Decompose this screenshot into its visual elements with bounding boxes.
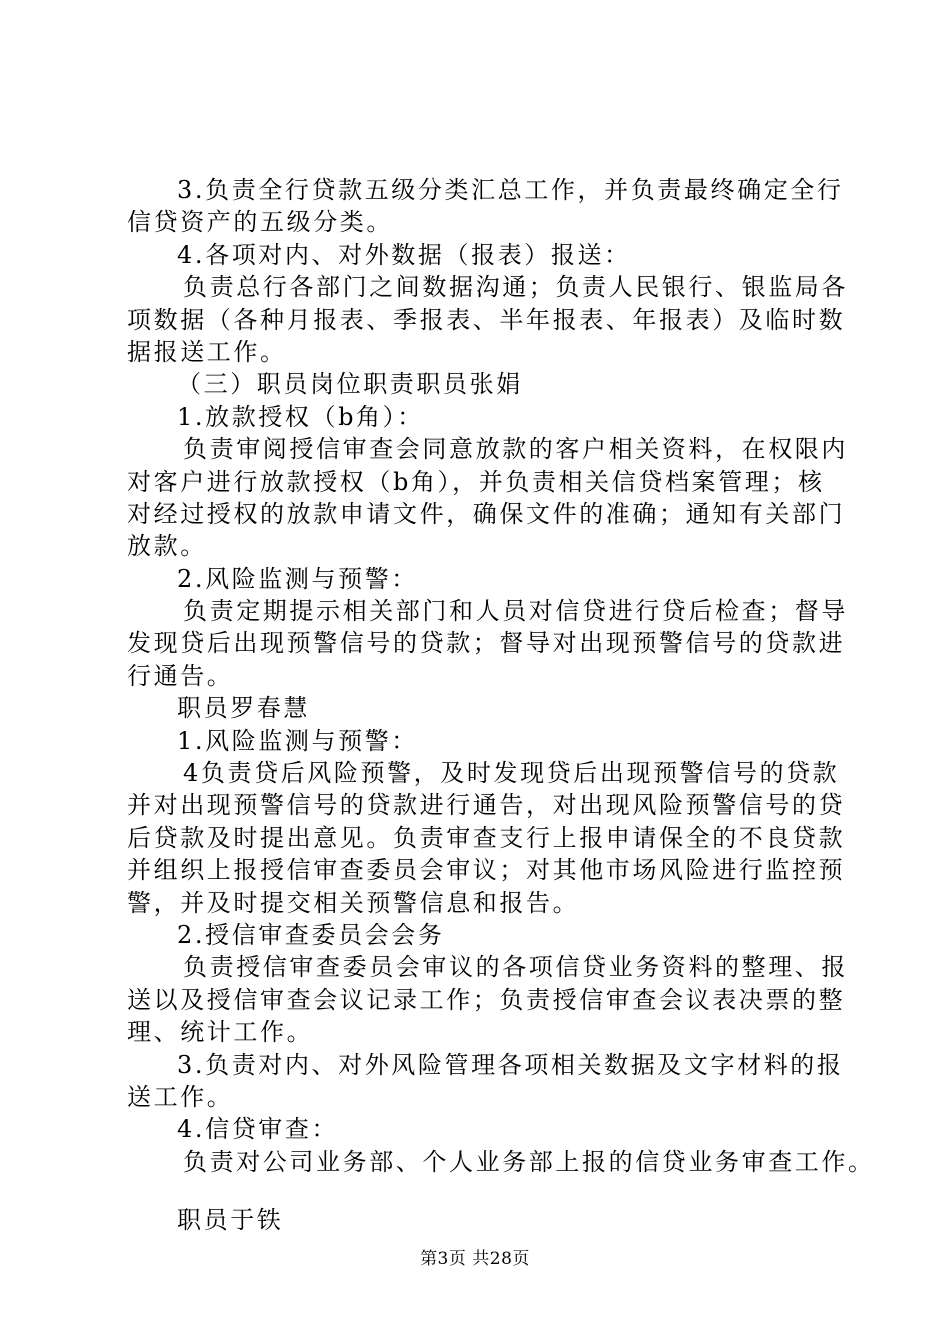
paragraph-line: 对客户进行放款授权（b角），并负责相关信贷档案管理；核 <box>127 467 825 496</box>
document-body <box>127 174 875 1237</box>
paragraph-line: 负责授信审查委员会审议的各项信贷业务资料的整理、报 <box>183 953 848 982</box>
paragraph-line: 4.各项对内、对外数据（报表）报送： <box>177 240 631 269</box>
paragraph-line: 警，并及时提交相关预警信息和报告。 <box>127 888 580 917</box>
paragraph-line: 送以及授信审查会议记录工作；负责授信审查会议表决票的整 <box>127 985 846 1014</box>
paragraph-line: 行通告。 <box>127 661 234 690</box>
paragraph-line: 负责对公司业务部、个人业务部上报的信贷业务审查工作。 <box>183 1147 875 1176</box>
section-heading: 职员罗春慧 <box>177 694 310 723</box>
paragraph-line: 并组织上报授信审查委员会审议；对其他市场风险进行监控预 <box>127 856 846 885</box>
paragraph-line: 3.负责全行贷款五级分类汇总工作，并负责最终确定全行 <box>177 176 844 204</box>
paragraph-line: 2.风险监测与预警： <box>177 564 418 593</box>
blank-gap <box>127 1178 837 1204</box>
paragraph-line: 发现贷后出现预警信号的贷款；督导对出现预警信号的贷款进 <box>127 629 846 658</box>
paragraph-line: 负责总行各部门之间数据沟通；负责人民银行、银监局各 <box>183 273 848 302</box>
paragraph-line: 4负责贷后风险预警，及时发现贷后出现预警信号的贷款 <box>183 759 840 788</box>
paragraph-line: 信贷资产的五级分类。 <box>127 208 393 237</box>
paragraph-line: 送工作。 <box>127 1082 234 1111</box>
paragraph-line: 理、统计工作。 <box>127 1018 314 1047</box>
paragraph-line: 对经过授权的放款申请文件，确保文件的准确；通知有关部门 <box>127 499 846 528</box>
paragraph-line: 后贷款及时提出意见。负责审查支行上报申请保全的不良贷款 <box>127 823 846 852</box>
paragraph-line: 4.信贷审查： <box>177 1115 339 1144</box>
paragraph-line: 2.授信审查委员会会务 <box>177 920 445 949</box>
paragraph-line: 1.风险监测与预警： <box>177 726 418 755</box>
paragraph-line: 负责审阅授信审查会同意放款的客户相关资料，在权限内 <box>183 435 848 464</box>
paragraph-line: 3.负责对内、对外风险管理各项相关数据及文字材料的报 <box>177 1050 844 1079</box>
paragraph-line: 1.放款授权（b角）： <box>177 402 424 431</box>
paragraph-line: 项数据（各种月报表、季报表、半年报表、年报表）及临时数 <box>127 305 846 334</box>
paragraph-line: 并对出现预警信号的贷款进行通告，对出现风险预警信号的贷 <box>127 791 846 820</box>
page-number-footer: 第3页 共28页 <box>420 1249 530 1269</box>
paragraph-line: 据报送工作。 <box>127 337 287 366</box>
paragraph-line: 放款。 <box>127 532 207 561</box>
paragraph-line: 负责定期提示相关部门和人员对信贷进行贷后检查；督导 <box>183 597 848 626</box>
section-heading: （三）职员岗位职责职员张娟 <box>177 370 523 399</box>
section-heading: 职员于铁 <box>177 1206 284 1235</box>
